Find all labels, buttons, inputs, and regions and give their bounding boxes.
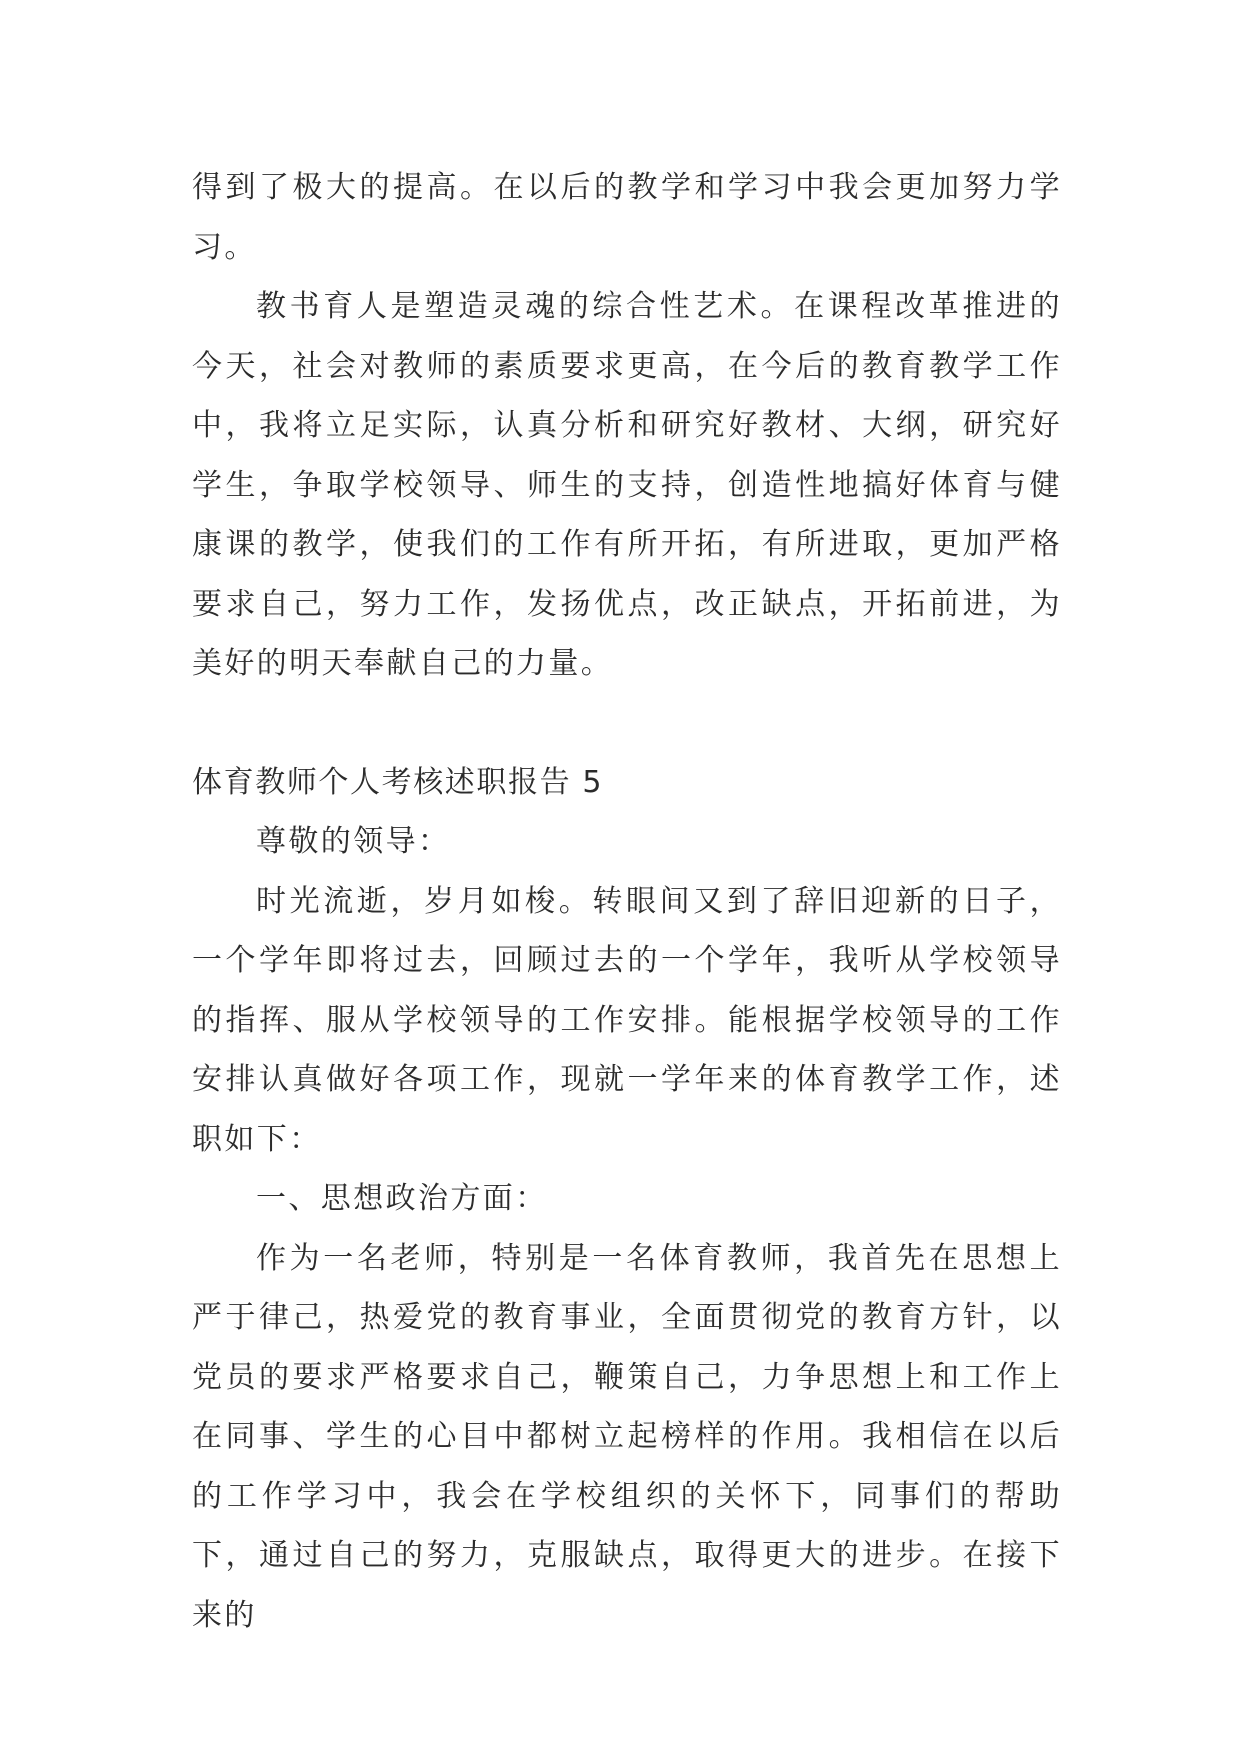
section-title: 体育教师个人考核述职报告 5 <box>192 764 604 800</box>
document-body <box>192 158 1062 1645</box>
paragraph-intro: 时光流逝，岁月如梭。转眼间又到了辞旧迎新的日子，一个学年即将过去，回顾过去的一个学年，我听从学校领导的指挥、服从学校领导的工作安排。能根据学校领导的工作安排认真做好各项工作，现就一学年来的体育教学工作，述职如下： <box>192 883 1062 1157</box>
subheading-ideology: 一、思想政治方面： <box>256 1181 548 1216</box>
salutation: 尊敬的领导： <box>256 824 451 859</box>
paragraph-teaching-art: 教书育人是塑造灵魂的综合性艺术。在课程改革推进的今天，社会对教师的素质要求更高，在今后的教育教学工作中，我将立足实际，认真分析和研究好教材、大纲，研究好学生，争取学校领导、师生的支持，创造性地搞好体育与健康课的教学，使我们的工作有所开拓，有所进取，更加严格要求自己，努力工作，发扬优点，改正缺点，开拓前进，为美好的明天奉献自己的力量。 <box>192 289 1062 681</box>
paragraph-ideology: 作为一名老师，特别是一名体育教师，我首先在思想上严于律己，热爱党的教育事业，全面贯彻党的教育方针，以党员的要求严格要求自己，鞭策自己，力争思想上和工作上在同事、学生的心目中都树立起榜样的作用。我相信在以后的工作学习中，我会在学校组织的关怀下，同事们的帮助下，通过自己的努力，克服缺点，取得更大的进步。在接下来的 <box>192 1240 1062 1633</box>
paragraph-continuation: 得到了极大的提高。在以后的教学和学习中我会更加努力学习。 <box>192 170 1062 265</box>
